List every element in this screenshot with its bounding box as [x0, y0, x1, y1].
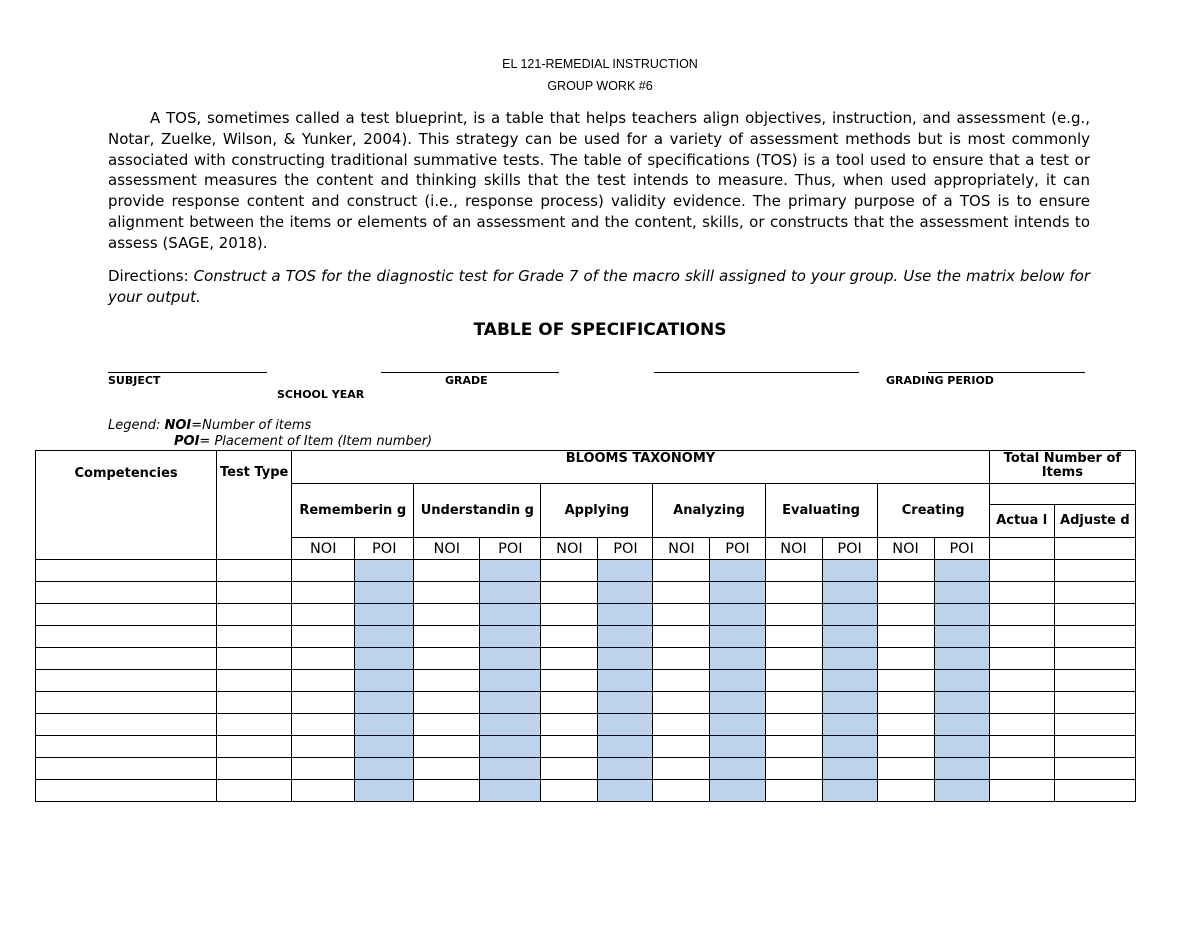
poi-cell[interactable] [355, 736, 414, 758]
adjusted-cell[interactable] [1054, 604, 1135, 626]
noi-cell[interactable] [292, 560, 355, 582]
poi-cell[interactable] [710, 648, 765, 670]
competency-cell[interactable] [36, 626, 217, 648]
adjusted-cell[interactable] [1054, 780, 1135, 802]
poi-cell[interactable] [822, 560, 877, 582]
directions-paragraph [108, 266, 1090, 308]
poi-cell[interactable] [934, 758, 989, 780]
poi-cell[interactable] [480, 758, 541, 780]
legend-noi-abbr: NOI [164, 418, 192, 433]
actual-subheader-blank [989, 538, 1054, 560]
header-actual: Actua l [989, 505, 1054, 538]
competency-cell[interactable] [36, 670, 217, 692]
noi-cell[interactable] [292, 604, 355, 626]
noi-cell[interactable] [653, 736, 710, 758]
header-evaluating: Evaluating [765, 484, 877, 538]
poi-cell[interactable] [822, 648, 877, 670]
poi-header: POI [598, 538, 653, 560]
noi-cell[interactable] [653, 582, 710, 604]
noi-cell[interactable] [541, 670, 598, 692]
adjusted-cell[interactable] [1054, 714, 1135, 736]
actual-cell[interactable] [989, 758, 1054, 780]
poi-cell[interactable] [710, 780, 765, 802]
poi-cell[interactable] [822, 736, 877, 758]
header-understanding: Understandin g [414, 484, 541, 538]
noi-cell[interactable] [653, 560, 710, 582]
poi-cell[interactable] [710, 626, 765, 648]
poi-cell[interactable] [934, 736, 989, 758]
poi-cell[interactable] [934, 626, 989, 648]
table-row [36, 604, 1136, 626]
poi-cell[interactable] [934, 648, 989, 670]
directions-label: Directions: [108, 267, 194, 285]
actual-cell[interactable] [989, 736, 1054, 758]
adjusted-cell[interactable] [1054, 692, 1135, 714]
poi-cell[interactable] [355, 692, 414, 714]
actual-cell[interactable] [989, 670, 1054, 692]
tos-table [35, 450, 1136, 802]
poi-cell[interactable] [710, 758, 765, 780]
actual-cell[interactable] [989, 560, 1054, 582]
noi-cell[interactable] [292, 736, 355, 758]
noi-cell[interactable] [414, 758, 480, 780]
adjusted-cell[interactable] [1054, 736, 1135, 758]
poi-cell[interactable] [480, 626, 541, 648]
noi-cell[interactable] [877, 758, 934, 780]
legend-noi-def: =Number of items [191, 418, 312, 433]
poi-cell[interactable] [480, 736, 541, 758]
noi-cell[interactable] [765, 582, 822, 604]
poi-cell[interactable] [822, 714, 877, 736]
poi-cell[interactable] [598, 604, 653, 626]
noi-cell[interactable] [541, 714, 598, 736]
poi-header: POI [710, 538, 765, 560]
poi-cell[interactable] [480, 582, 541, 604]
noi-cell[interactable] [765, 736, 822, 758]
noi-cell[interactable] [292, 670, 355, 692]
poi-cell[interactable] [822, 626, 877, 648]
noi-cell[interactable] [877, 604, 934, 626]
noi-cell[interactable] [653, 780, 710, 802]
poi-cell[interactable] [822, 582, 877, 604]
poi-cell[interactable] [480, 648, 541, 670]
poi-cell[interactable] [355, 626, 414, 648]
poi-header: POI [355, 538, 414, 560]
poi-cell[interactable] [710, 560, 765, 582]
actual-cell[interactable] [989, 714, 1054, 736]
noi-cell[interactable] [292, 780, 355, 802]
noi-header: NOI [877, 538, 934, 560]
directions-text: Construct a TOS for the diagnostic test for Grade 7 of the macro skill assigned to your group. Use the matrix below for your output. [108, 267, 1090, 306]
noi-cell[interactable] [414, 560, 480, 582]
competency-cell[interactable] [36, 780, 217, 802]
noi-header: NOI [765, 538, 822, 560]
noi-cell[interactable] [653, 648, 710, 670]
grade-label: GRADE [445, 374, 488, 387]
noi-cell[interactable] [541, 692, 598, 714]
adjusted-cell[interactable] [1054, 670, 1135, 692]
poi-cell[interactable] [934, 692, 989, 714]
noi-header: NOI [292, 538, 355, 560]
school-year-label: SCHOOL YEAR [277, 388, 365, 401]
actual-cell[interactable] [989, 780, 1054, 802]
poi-cell[interactable] [355, 714, 414, 736]
competency-cell[interactable] [36, 582, 217, 604]
actual-cell[interactable] [989, 692, 1054, 714]
test-type-cell[interactable] [217, 714, 292, 736]
noi-cell[interactable] [292, 626, 355, 648]
test-type-cell[interactable] [217, 758, 292, 780]
noi-cell[interactable] [414, 626, 480, 648]
legend-poi-def: = Placement of Item (Item number) [199, 434, 433, 449]
poi-cell[interactable] [598, 626, 653, 648]
subject-label: SUBJECT [108, 374, 161, 387]
poi-header: POI [822, 538, 877, 560]
noi-cell[interactable] [877, 626, 934, 648]
header-blooms-taxonomy: BLOOMS TAXONOMY [292, 451, 990, 484]
table-row [36, 714, 1136, 736]
noi-cell[interactable] [765, 758, 822, 780]
noi-cell[interactable] [765, 780, 822, 802]
test-type-cell[interactable] [217, 648, 292, 670]
competency-cell[interactable] [36, 714, 217, 736]
grading-period-label: GRADING PERIOD [886, 374, 994, 387]
noi-header: NOI [541, 538, 598, 560]
noi-cell[interactable] [541, 758, 598, 780]
actual-cell[interactable] [989, 582, 1054, 604]
poi-cell[interactable] [355, 670, 414, 692]
legend-prefix: Legend: [108, 418, 165, 433]
subject-line[interactable] [108, 372, 267, 373]
adjusted-cell[interactable] [1054, 648, 1135, 670]
poi-cell[interactable] [598, 714, 653, 736]
poi-cell[interactable] [480, 604, 541, 626]
noi-cell[interactable] [877, 582, 934, 604]
poi-cell[interactable] [355, 582, 414, 604]
table-row [36, 692, 1136, 714]
poi-cell[interactable] [598, 736, 653, 758]
noi-cell[interactable] [414, 714, 480, 736]
poi-cell[interactable] [598, 560, 653, 582]
poi-cell[interactable] [710, 692, 765, 714]
poi-cell[interactable] [480, 780, 541, 802]
noi-header: NOI [414, 538, 480, 560]
test-type-cell[interactable] [217, 560, 292, 582]
header-creating: Creating [877, 484, 989, 538]
noi-cell[interactable] [653, 692, 710, 714]
poi-cell[interactable] [934, 604, 989, 626]
noi-cell[interactable] [541, 560, 598, 582]
actual-cell[interactable] [989, 604, 1054, 626]
noi-cell[interactable] [877, 692, 934, 714]
competency-cell[interactable] [36, 560, 217, 582]
poi-cell[interactable] [480, 692, 541, 714]
noi-cell[interactable] [414, 604, 480, 626]
poi-cell[interactable] [710, 582, 765, 604]
poi-cell[interactable] [355, 648, 414, 670]
noi-cell[interactable] [541, 582, 598, 604]
poi-cell[interactable] [934, 582, 989, 604]
noi-cell[interactable] [414, 648, 480, 670]
header-analyzing: Analyzing [653, 484, 765, 538]
noi-cell[interactable] [414, 780, 480, 802]
poi-cell[interactable] [598, 758, 653, 780]
competency-cell[interactable] [36, 648, 217, 670]
poi-cell[interactable] [480, 560, 541, 582]
adjusted-cell[interactable] [1054, 626, 1135, 648]
table-row [36, 626, 1136, 648]
competency-cell[interactable] [36, 736, 217, 758]
noi-cell[interactable] [541, 780, 598, 802]
actual-cell[interactable] [989, 626, 1054, 648]
noi-cell[interactable] [414, 670, 480, 692]
noi-cell[interactable] [292, 648, 355, 670]
test-type-cell[interactable] [217, 670, 292, 692]
poi-header: POI [934, 538, 989, 560]
competency-cell[interactable] [36, 692, 217, 714]
test-type-cell[interactable] [217, 626, 292, 648]
poi-cell[interactable] [934, 670, 989, 692]
poi-cell[interactable] [822, 670, 877, 692]
header-remembering: Rememberin g [292, 484, 414, 538]
noi-cell[interactable] [541, 604, 598, 626]
noi-cell[interactable] [653, 758, 710, 780]
noi-cell[interactable] [877, 560, 934, 582]
noi-cell[interactable] [877, 648, 934, 670]
table-row [36, 560, 1136, 582]
poi-cell[interactable] [480, 714, 541, 736]
noi-cell[interactable] [765, 692, 822, 714]
noi-cell[interactable] [414, 692, 480, 714]
noi-cell[interactable] [765, 560, 822, 582]
poi-cell[interactable] [598, 780, 653, 802]
actual-cell[interactable] [989, 648, 1054, 670]
poi-cell[interactable] [822, 758, 877, 780]
legend-poi [174, 434, 432, 449]
noi-cell[interactable] [541, 736, 598, 758]
noi-cell[interactable] [765, 626, 822, 648]
noi-cell[interactable] [877, 736, 934, 758]
poi-cell[interactable] [598, 582, 653, 604]
grading-period-line[interactable] [928, 372, 1085, 373]
table-row [36, 648, 1136, 670]
noi-cell[interactable] [877, 714, 934, 736]
noi-cell[interactable] [765, 604, 822, 626]
test-type-cell[interactable] [217, 604, 292, 626]
poi-cell[interactable] [355, 560, 414, 582]
poi-cell[interactable] [934, 560, 989, 582]
noi-cell[interactable] [765, 648, 822, 670]
test-type-cell[interactable] [217, 736, 292, 758]
poi-cell[interactable] [598, 648, 653, 670]
noi-cell[interactable] [541, 626, 598, 648]
noi-cell[interactable] [877, 780, 934, 802]
noi-cell[interactable] [653, 604, 710, 626]
poi-cell[interactable] [355, 604, 414, 626]
header-total-items: Total Number of Items [989, 451, 1135, 484]
header-adjusted: Adjuste d [1054, 505, 1135, 538]
poi-cell[interactable] [710, 670, 765, 692]
grade-line[interactable] [381, 372, 559, 373]
test-type-cell[interactable] [217, 780, 292, 802]
noi-header: NOI [653, 538, 710, 560]
noi-cell[interactable] [541, 648, 598, 670]
legend-noi [108, 418, 311, 433]
noi-cell[interactable] [292, 714, 355, 736]
school-year-line[interactable] [654, 372, 859, 373]
table-row [36, 670, 1136, 692]
table-row [36, 736, 1136, 758]
poi-cell[interactable] [710, 736, 765, 758]
table-row [36, 582, 1136, 604]
adjusted-cell[interactable] [1054, 560, 1135, 582]
poi-cell[interactable] [822, 604, 877, 626]
poi-cell[interactable] [598, 670, 653, 692]
tos-title: TABLE OF SPECIFICATIONS [473, 320, 727, 340]
header-competencies: Competencies [36, 451, 217, 560]
poi-cell[interactable] [598, 692, 653, 714]
table-row [36, 758, 1136, 780]
poi-cell[interactable] [480, 670, 541, 692]
legend-poi-abbr: POI [174, 434, 200, 449]
noi-cell[interactable] [653, 626, 710, 648]
course-title: EL 121-REMEDIAL INSTRUCTION [502, 57, 698, 71]
noi-cell[interactable] [292, 582, 355, 604]
noi-cell[interactable] [414, 736, 480, 758]
poi-cell[interactable] [355, 780, 414, 802]
total-blank-cell [989, 484, 1135, 505]
header-test-type: Test Type [217, 451, 292, 560]
poi-cell[interactable] [934, 714, 989, 736]
table-row [36, 780, 1136, 802]
poi-header: POI [480, 538, 541, 560]
poi-cell[interactable] [822, 692, 877, 714]
competency-cell[interactable] [36, 758, 217, 780]
test-type-cell[interactable] [217, 692, 292, 714]
noi-cell[interactable] [877, 670, 934, 692]
adjusted-cell[interactable] [1054, 582, 1135, 604]
noi-cell[interactable] [765, 714, 822, 736]
noi-cell[interactable] [653, 670, 710, 692]
noi-cell[interactable] [414, 582, 480, 604]
activity-title: GROUP WORK #6 [547, 79, 653, 93]
noi-cell[interactable] [292, 692, 355, 714]
test-type-cell[interactable] [217, 582, 292, 604]
intro-paragraph: A TOS, sometimes called a test blueprint, is a table that helps teachers align objectives, instruction, and assessment (e.g., Notar, Zuelke, Wilson, & Yunker, 2004). This strategy can be used for a variety of assessment methods but is most commonly associated with constructing traditional summative tests. The table of specifications (TOS) is a tool used to ensure that a test or assessment measures the content and thinking skills that the test intends to measure. Thus, when used appropriately, it can provide response content and construct (i.e., response process) validity evidence. The primary purpose of a TOS is to ensure alignment between the items or elements of an assessment and the content, skills, or constructs that the assessment intends to assess (SAGE, 2018). [108, 109, 1090, 252]
poi-cell[interactable] [710, 714, 765, 736]
noi-cell[interactable] [765, 670, 822, 692]
poi-cell[interactable] [934, 780, 989, 802]
header-applying: Applying [541, 484, 653, 538]
adjusted-subheader-blank [1054, 538, 1135, 560]
competency-cell[interactable] [36, 604, 217, 626]
poi-cell[interactable] [822, 780, 877, 802]
poi-cell[interactable] [710, 604, 765, 626]
noi-cell[interactable] [653, 714, 710, 736]
poi-cell[interactable] [355, 758, 414, 780]
adjusted-cell[interactable] [1054, 758, 1135, 780]
noi-cell[interactable] [292, 758, 355, 780]
